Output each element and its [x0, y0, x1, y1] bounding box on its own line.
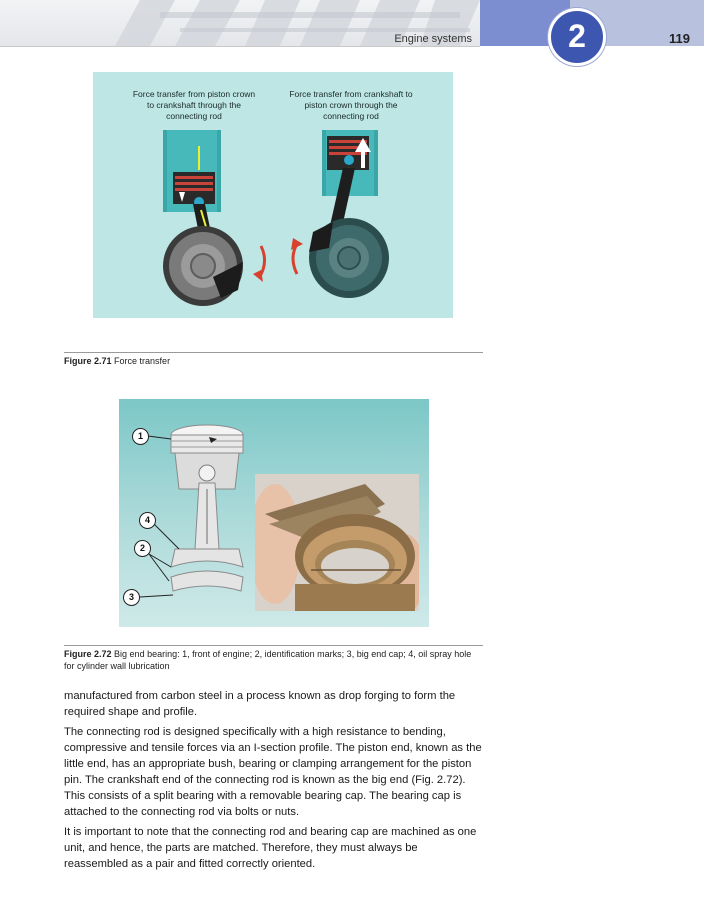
header-divider: [0, 46, 480, 47]
callout-4: 4: [139, 512, 156, 529]
panel-title-right: Force transfer from crankshaft to piston crown through the connecting rod: [289, 89, 413, 121]
figure-2-71-caption: [64, 355, 483, 367]
callout-2: 2: [134, 540, 151, 557]
figure-2-71-image: [93, 72, 453, 318]
bearing-photo-graphic: [255, 474, 419, 611]
figure-2-72-caption: [64, 648, 474, 672]
figure-2-71-rule: [64, 352, 483, 353]
callout-3: 3: [123, 589, 140, 606]
big-end-bearing-photo: [255, 474, 419, 611]
body-paragraph-1: manufactured from carbon steel in a process known as drop forging to form the required shape and profile.: [64, 690, 456, 718]
figure-2-72-label: Figure 2.72: [64, 649, 112, 659]
figure-2-72-rule: [64, 645, 483, 646]
panel-title-left: Force transfer from piston crown to crankshaft through the connecting rod: [132, 89, 256, 121]
figure-2-71-label: Figure 2.71: [64, 356, 112, 366]
section-title: Engine systems: [394, 33, 472, 45]
chapter-badge: 2: [548, 8, 606, 66]
page-number: 119: [669, 31, 690, 46]
figure-2-72-image: [119, 399, 429, 627]
figure-2-71-caption-text: Force transfer: [114, 356, 171, 366]
body-paragraph-2: The connecting rod is designed specifically with a high resistance to bending, compressive and tensile forces via an I-section profile. The piston end, known as the little end, has an appropriate bush, bearing or clamping arrangement for the piston pin. The crankshaft end of the connecting rod is known as the big end (Fig. 2.72). This consists of a split bearing with a removable bearing cap. The bearing cap is attached to the connecting rod via bolts or nuts.: [64, 726, 482, 818]
body-paragraph-3: It is important to note that the connecting rod and bearing cap are machined as one unit, and hence, the parts are matched. Therefore, they must always be reassembled as a pair and fitted correctly oriented.: [64, 826, 477, 870]
callout-1: 1: [132, 428, 149, 445]
figure-2-72-caption-text: Big end bearing: 1, front of engine; 2, identification marks; 3, big end cap; 4, oil spray hole for cylinder wall lubrication: [64, 649, 472, 671]
